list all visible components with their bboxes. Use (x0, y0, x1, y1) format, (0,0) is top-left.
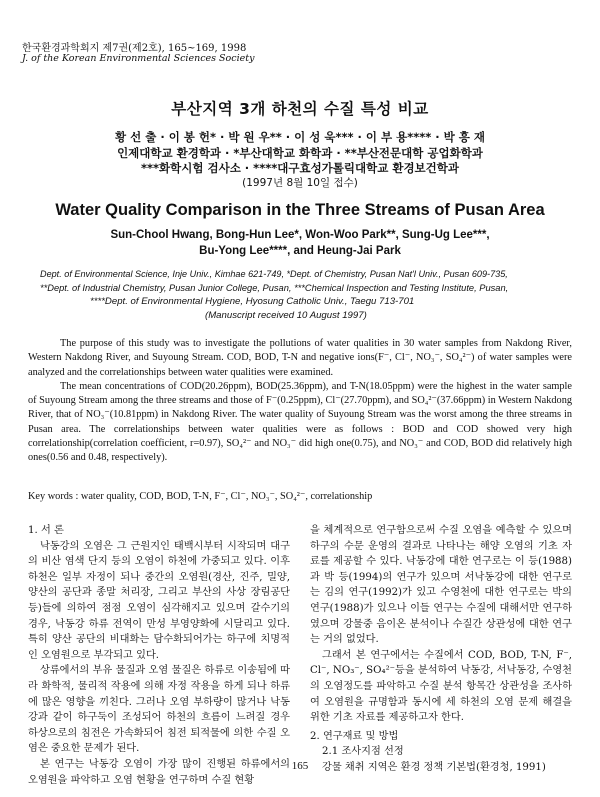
korean-affiliation-line: ***화학시험 검사소 · ****대구효성가톨릭대학교 환경보건학과 (141, 161, 459, 175)
body-paragraph: 을 체계적으로 연구함으로써 수질 오염을 예측할 수 있으며 하구의 수문 운영의 결과로 나타나는 해양 오염의 기초 자료를 제공할 수 있다. 낙동강에 대한 연구로는 이 등(1988)과 박 등(1994)의 연구가 있으며 서낙동강에 대한 연구로는 김의 연구(1992)가 있고 수영천에 대한 연구로는 박의 연구(1988)가 있으나 이들 연구는 수질에 대해서만 연구하였으며 강물중 음이온 분석이나 수질간 상관성에 대한 연구는 거의 없었다. (310, 525, 572, 646)
korean-affiliation-line: 인제대학교 환경학과 · *부산대학교 화학과 · **부산전문대학 공업화학과 (117, 146, 483, 160)
right-column (310, 523, 572, 776)
affiliations (40, 267, 560, 323)
page-number: 165 (291, 760, 309, 772)
affiliation-line: ****Dept. of Environmental Hygiene, Hyosung Catholic Univ., Taegu 713-701 (90, 296, 415, 307)
received-date-korean: (1997년 8월 10일 접수) (242, 177, 358, 189)
keywords: Key words : water quality, COD, BOD, T-N, F⁻, Cl⁻, NO₃⁻, SO₄²⁻, correlationship (28, 491, 373, 502)
abstract-paragraph: The mean concentrations of COD(20.26ppm), BOD(25.36ppm), and T-N(18.05ppm) were the highest in the water sample of Suyoung Stream among the three streams and those of F⁻(0.25ppm), Cl⁻(27.70ppm), and SO₄²⁻(37.66ppm) in Western Nakdong River, that of NO₃⁻(10.81ppm) in Nakdong River. The water quality of Suyoung Stream was the worst among the three streams in Pusan area. The correlationships between water qualities were as follows : BOD and COD showed very high correlationship(correlation coefficient, r=0.97), SO₄²⁻ and NO₃⁻ did high one(0.75), and NO₃⁻ and COD, BOD did relatively high ones(0.56 and 0.48, respectively). (28, 380, 572, 464)
manuscript-received: (Manuscript received 10 August 1997) (205, 310, 367, 321)
affiliation-line: Dept. of Environmental Science, Inje Univ., Kimhae 621-749, *Dept. of Chemistry, Pusan Nat'l Univ., Pusan 609-735, (40, 269, 508, 279)
journal-citation-korean: 한국환경과학회지 제7권(제2호), 165~169, 1998 (22, 43, 247, 54)
body-paragraph: 그래서 본 연구에서는 수질에서 COD, BOD, T-N, F⁻, Cl⁻, NO₃⁻, SO₄²⁻등을 분석하여 낙동강, 서낙동강, 수영천의 오염정도를 파악하고 수질 분석 항목간 상관성을 조사하여 오염원을 규명함과 동시에 세 하천의 오염 문제 해결을 위한 기초 자료를 제공하고자 한다. (310, 649, 572, 724)
section-heading-intro: 1. 서 론 (28, 525, 64, 536)
body-paragraph: 강물 채취 지역은 환경 정책 기본법(환경청, 1991) (322, 761, 546, 773)
abstract (28, 337, 572, 466)
english-author-line: Bu-Yong Lee****, and Heung-Jai Park (199, 245, 401, 257)
subsection-heading: 2.1 조사지점 선정 (322, 746, 404, 758)
korean-author-line: 황 선 출 · 이 봉 헌* · 박 원 우** · 이 성 욱*** · 이 부 용**** · 박 흥 재 (114, 130, 486, 144)
affiliation-line: **Dept. of Industrial Chemistry, Pusan Junior College, Pusan, ***Chemical Inspection and Testing Institute, Pusan, (40, 283, 509, 293)
left-column (28, 523, 290, 788)
korean-title: 부산지역 3개 하천의 수질 특성 비교 (171, 100, 429, 118)
section-heading-methods: 2. 연구재료 및 방법 (310, 730, 399, 742)
body-paragraph: 본 연구는 낙동강 오염이 가장 많이 진행된 하류에서의 오염원을 파악하고 오염 현황을 연구하며 수질 현황 (28, 758, 290, 786)
english-author-line: Sun-Chool Hwang, Bong-Hun Lee*, Won-Woo Park**, Sung-Ug Lee***, (110, 229, 490, 241)
body-paragraph: 상류에서의 부유 물질과 오염 물질은 하류로 이송됨에 따라 화학적, 물리적 작용에 의해 자정 작용을 하게 되나 하류에 많은 영향을 끼친다. 그러나 오염 부하량이 많거나 낙동강과 같이 하구둑이 조성되어 하천의 흐름이 느려질 경우 하상으로의 침전은 가속화되어 침전 퇴적물에 의한 수질 오염은 중요한 문제가 된다. (28, 665, 290, 755)
english-title: Water Quality Comparison in the Three Streams of Pusan Area (55, 201, 545, 219)
body-paragraph: 낙동강의 오염은 그 근원지인 태백시부터 시작되며 대구의 비산 염색 단지 등의 오염이 하천에 가중되고 있다. 이후 하천은 일부 자정이 되나 중간의 오염원(경산, 진주, 밀양, 양산의 공단과 종말 처리장, 그리고 부산의 사상 장림공단 등)들에 의하여 점점 오염이 심각해지고 있으며 갈수기의 경우, 낙동강 하류 전역이 만성 부영양화에 시달리고 있다. 특히 양산 공단의 비대화는 담수화되어가는 하구에 치명적인 오염원으로 부각되고 있다. (28, 540, 290, 661)
abstract-paragraph: The purpose of this study was to investigate the pollutions of water qualities in 30 water samples from Nakdong River, Western Nakdong River, and Suyoung Stream. COD, BOD, T-N and negative ions(F⁻, Cl⁻, NO₃⁻, SO₄²⁻) of water samples were analyzed and the correlationships between water qualities were examined. (28, 338, 572, 378)
journal-citation-english: J. of the Korean Environmental Sciences Society (22, 53, 255, 64)
